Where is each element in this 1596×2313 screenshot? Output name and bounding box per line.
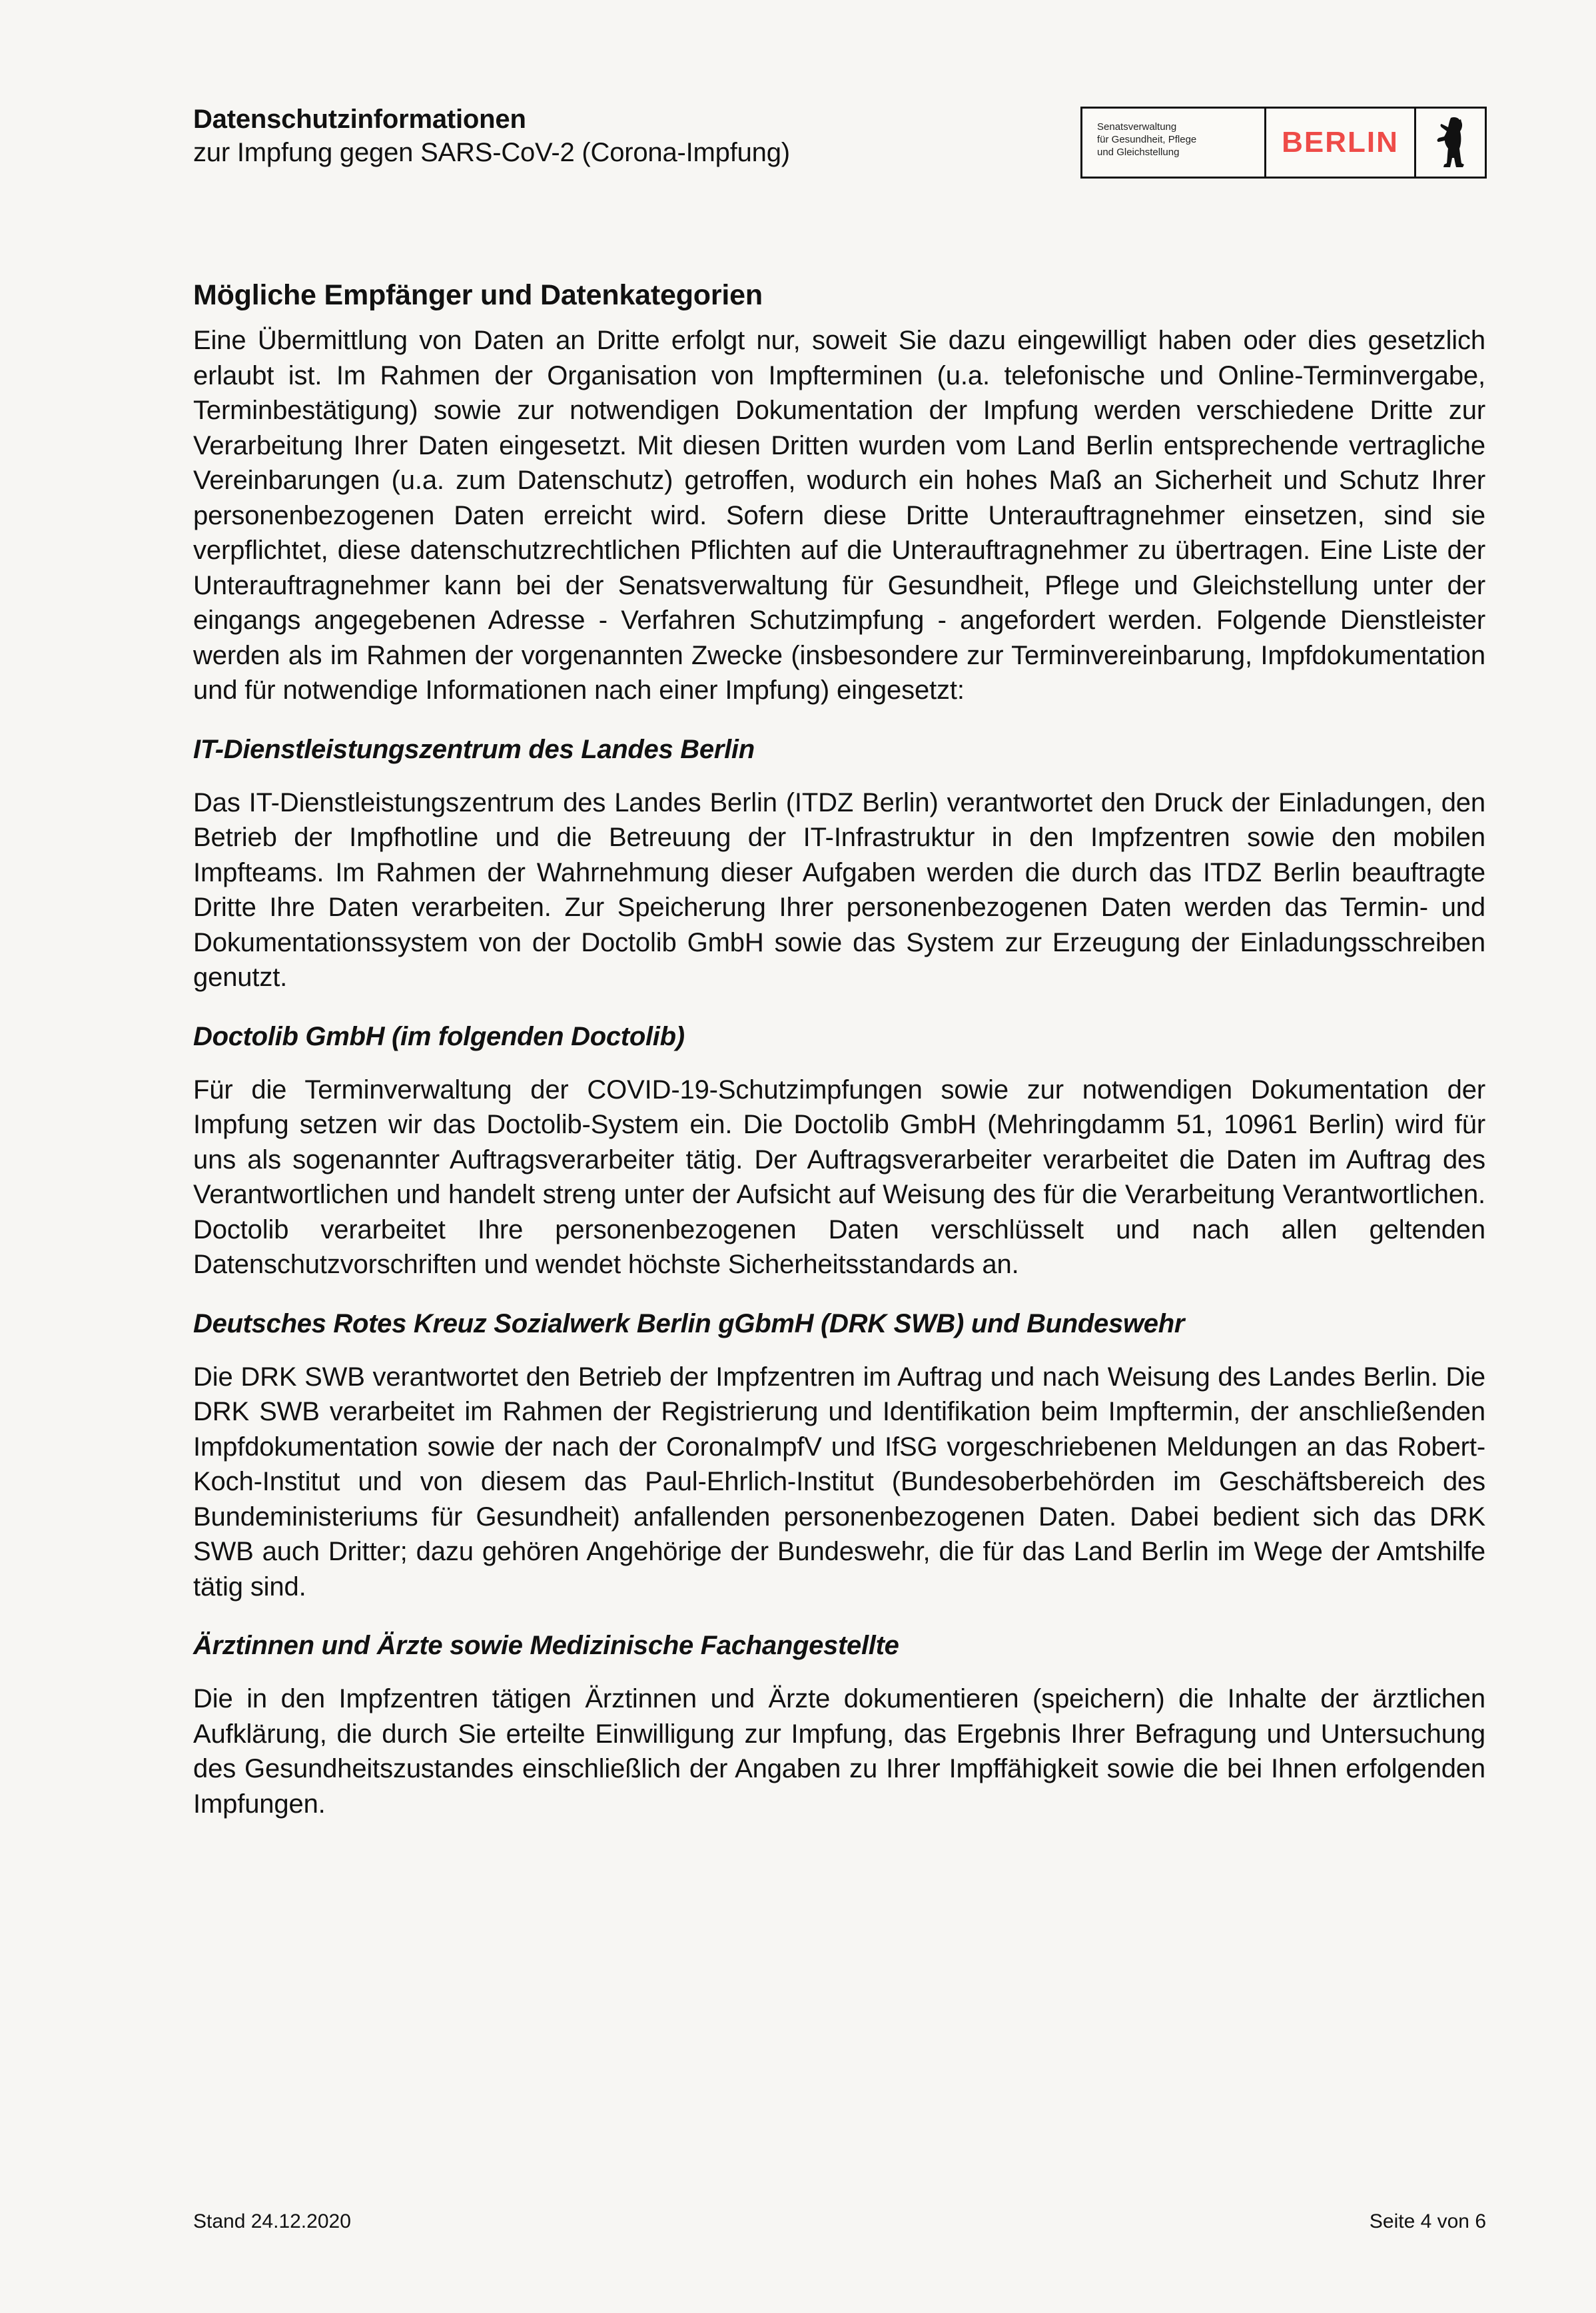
document-header: [193, 103, 790, 170]
logo-department-line: und Gleichstellung: [1097, 147, 1180, 158]
subsection-paragraph-aerzte: Die in den Impfzentren tätigen Ärztinnen und Ärzte dokumentieren (speichern) die Inhalte der ärztlichen Aufklärung, die durch Sie erteilte Einwilligung zur Impfung, das Ergebnis Ihrer Befragung und Untersuchung des Gesundheitszustandes einschließlich der Angaben zu Ihrer Impffähigkeit sowie die bei Ihnen erfolgenden Impfungen.: [193, 1684, 1485, 1819]
subsection-paragraph-itdz: Das IT-Dienstleistungszentrum des Landes Berlin (ITDZ Berlin) verantwortet den Druck der Einladungen, den Betrieb der Impfhotline und die Betreuung der IT-Infrastruktur in den Impfzentren sowie den mobilen Impfteams. Im Rahmen der Wahrnehmung dieser Aufgaben werden die durch das ITDZ Berlin beauftragte Dritte Ihre Daten verarbeiten. Zur Speicherung Ihrer personenbezogenen Daten werden das Termin- und Dokumentationssystem von der Doctolib GmbH sowie das System zur Erzeugung der Einladungsschreiben genutzt.: [193, 787, 1485, 992]
senate-berlin-logo: [1080, 107, 1487, 179]
subsection-title-drk: Deutsches Rotes Kreuz Sozialwerk Berlin gGbmH (DRK SWB) und Bundeswehr: [193, 1308, 1185, 1338]
section-intro-paragraph: Eine Übermittlung von Daten an Dritte erfolgt nur, soweit Sie dazu eingewilligt haben oder dies gesetzlich erlaubt ist. Im Rahmen der Organisation von Impfterminen (u.a. telefonische und Online-Terminvergabe, Terminbestätigung) sowie zur notwendigen Dokumentation der Impfung werden verschiedene Dritte zur Verarbeitung Ihrer Daten eingesetzt. Mit diesen Dritten wurden vom Land Berlin entsprechende vertragliche Vereinbarungen (u.a. zum Datenschutz) getroffen, wodurch ein hohes Maß an Sicherheit und Schutz Ihrer personenbezogenen Daten erreicht wird. Sofern diese Dritte Unterauftragnehmer einsetzen, sind sie verpflichtet, diese datenschutzrechtlichen Pflichten auf die Unterauftragnehmer zu übertragen. Eine Liste der Unterauftragnehmer kann bei der Senatsverwaltung für Gesundheit, Pflege und Gleichstellung unter der eingangs angegebenen Adresse - Verfahren Schutzimpfung - angefordert werden. Folgende Dienstleister werden als im Rahmen der vorgenannten Zwecke (insbesondere zur Terminvereinbarung, Impfdokumentation und für notwendige Informationen nach einer Impfung) eingesetzt:: [193, 326, 1485, 705]
document-title: Datenschutzinformationen: [193, 105, 526, 134]
subsection-paragraph-drk: Die DRK SWB verantwortet den Betrieb der Impfzentren im Auftrag und nach Weisung des Landes Berlin. Die DRK SWB verarbeitet im Rahmen der Registrierung und Identifikation beim Impftermin, der anschließenden Impfdokumentation sowie der nach der CoronaImpfV und IfSG vorgeschriebenen Meldungen an das Robert-Koch-Institut und von diesem das Paul-Ehrlich-Institut (Bundesoberbehörden im Geschäftsbereich des Bundeministeriums für Gesundheit) anfallenden personenbezogenen Daten. Dabei bedient sich das DRK SWB auch Dritter; dazu gehören Angehörige der Bundeswehr, die für das Land Berlin im Wege der Amtshilfe tätig sind.: [193, 1362, 1485, 1602]
section-title: Mögliche Empfänger und Datenkategorien: [193, 279, 763, 311]
logo-department-line: für Gesundheit, Pflege: [1097, 134, 1197, 145]
subsection-paragraph-doctolib: Für die Terminverwaltung der COVID-19-Schutzimpfungen sowie zur notwendigen Dokumentation der Impfung setzen wir das Doctolib-System ein. Die Doctolib GmbH (Mehringdamm 51, 10961 Berlin) wird für uns als sogenannter Auftragsverarbeiter tätig. Der Auftragsverarbeiter verarbeitet die Daten im Auftrag des Verantwortlichen und handelt streng unter der Aufsicht auf Weisung des für die Verarbeitung Verantwortlichen. Doctolib verarbeitet Ihre personenbezogenen Daten verschlüsselt und nach allen geltenden Datenschutzvorschriften und wendet höchste Sicherheitsstandards an.: [193, 1075, 1485, 1279]
logo-department-name: [1082, 109, 1266, 177]
logo-department-line: Senatsverwaltung: [1097, 121, 1177, 133]
subsection-title-itdz: IT-Dienstleistungszentrum des Landes Berlin: [193, 734, 755, 764]
footer-page-number: Seite 4 von 6: [1369, 2210, 1486, 2232]
document-content: [193, 276, 1485, 1821]
subsection-title-aerzte: Ärztinnen und Ärzte sowie Medizinische Fachangestellte: [193, 1631, 899, 1660]
footer-date: Stand 24.12.2020: [193, 2210, 351, 2232]
logo-berlin-wordmark: BERLIN: [1266, 109, 1416, 177]
berlin-bear-icon: [1416, 109, 1485, 177]
document-subtitle: zur Impfung gegen SARS-CoV-2 (Corona-Impfung): [193, 138, 790, 167]
subsection-title-doctolib: Doctolib GmbH (im folgenden Doctolib): [193, 1021, 685, 1051]
